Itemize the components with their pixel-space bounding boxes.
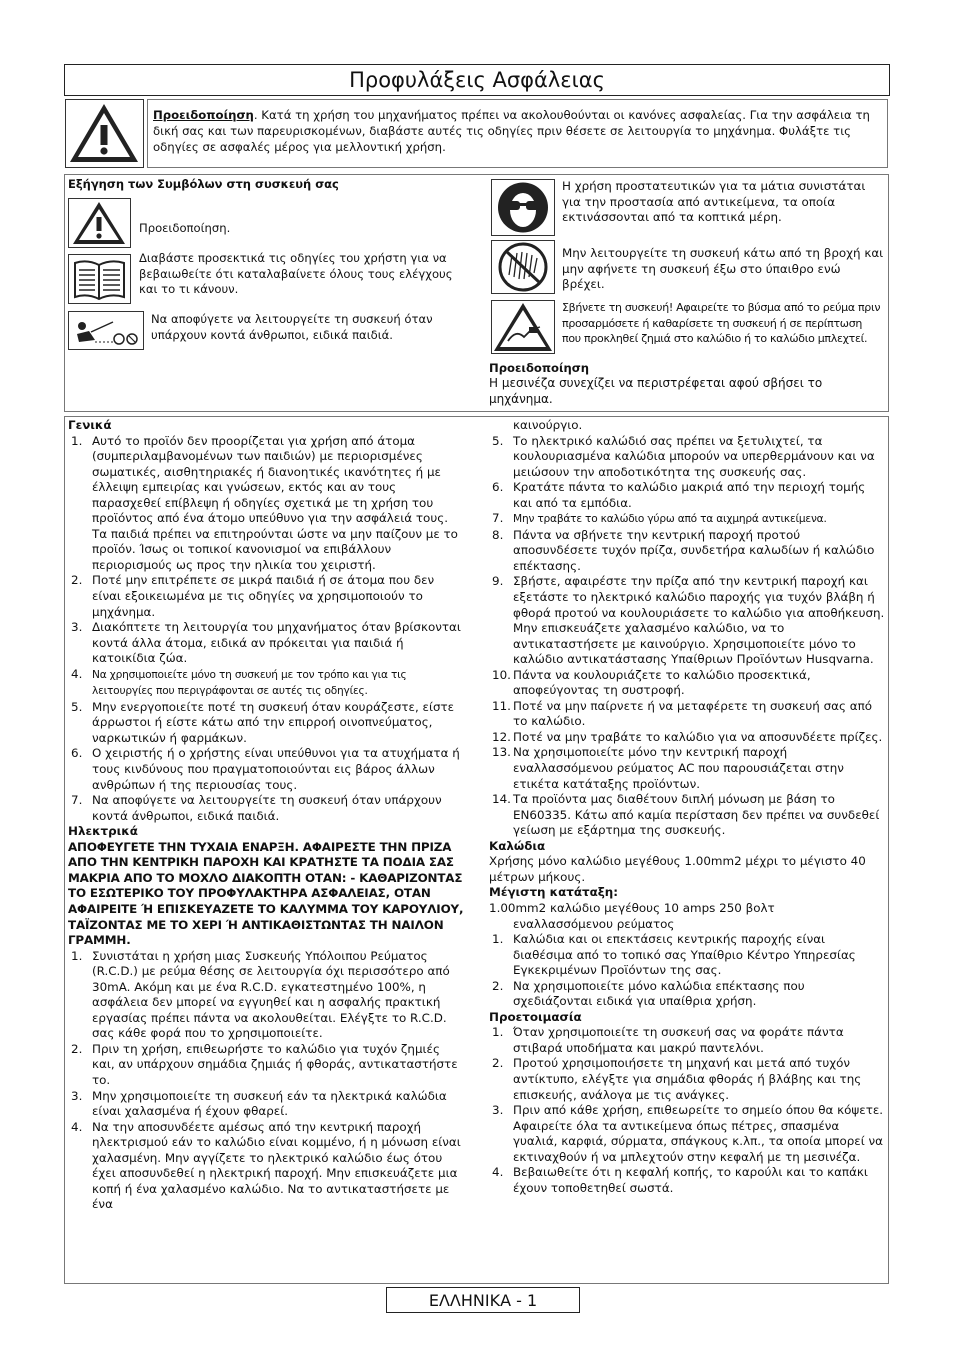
- list-item: 2. Πριν τη χρήση, επιθεωρήστε το καλώδιο για τυχόν ζημιές και, αν υπάρχουν σημάδια ζημιάς ή φθοράς, αντικαταστήστε το.: [71, 1041, 458, 1087]
- list-item: 9. Σβήστε, αφαιρέστε την πρίζα από την κεντρική παροχή και εξετάστε το ηλεκτρικό καλώδιο παροχής για τυχόν βλάβη ή φθορά προτού να κουλουριάσετε το καλώδιο για αποθήκευση. Μην επισκευάζετε χαλασμένο καλώδιο, να το αντικαταστήσετε με καινούργιο. Χρησιμοποιείτε μόνο το καλώδιο αντικατάστασης Υπαίθριων Προϊόντων Husqvarna.: [492, 574, 885, 667]
- page-title: Προφυλάξεις Ασφάλειας: [349, 68, 605, 92]
- list-item: 1. Όταν χρησιμοποιείτε τη συσκευή σας να φοράτε πάντα στιβαρά υποδήματα και μακρύ παντελόνι.: [492, 1025, 844, 1055]
- list-item: 2. Να χρησιμοποιείτε μόνο καλώδια επέκτασης που σχεδιάζονται ειδικά για υπαίθρια χρήση.: [492, 978, 805, 1009]
- list-item: 3. Διακόπτετε τη λειτουργία του μηχανήματος όταν βρίσκονται κοντά άλλα άτομα, ειδικά αν πρόκειται για παιδιά ή κατοικίδια ζώα.: [71, 620, 461, 666]
- list-item: 4. Βεβαιωθείτε ότι η κεφαλή κοπής, το καρούλι και το καπάκι έχουν τοποθετηθεί σωστά.: [492, 1165, 868, 1195]
- list-item: 1. Καλώδια και οι επεκτάσεις κεντρικής παροχής είναι διαθέσιμα από το τοπικό σας Υπαίθριο Κέντρο Υπηρεσίας Εγκεκριμένων Προϊόντων της σας.: [492, 932, 856, 978]
- symbol-bystanders-text: Να αποφύγετε να λειτουργείτε τη συσκευή όταν υπάρχουν κοντά άνθρωποι, ειδικά παιδιά.: [151, 312, 433, 342]
- list-item: 3. Μην χρησιμοποιείτε τη συσκευή εάν τα ηλεκτρικά καλώδια είναι χαλασμένα ή έχουν φθαρεί.: [71, 1088, 447, 1119]
- preparation-heading: Προετοιμασία: [489, 1009, 582, 1024]
- electrical-list-continued: [489, 418, 886, 1196]
- list-item: 6. Κρατάτε πάντα το καλώδιο μακριά από την περιοχή τομής και από τα εμπόδια.: [492, 480, 866, 510]
- list-item: 4. Να χρησιμοποιείτε μόνο τη συσκευή με τον τρόπο και για τις λειτουργίες που περιγράφονται σε αυτές τις οδηγίες.: [71, 666, 407, 698]
- list-item: 7. Μην τραβάτε το καλώδιο γύρω από τα αιχμηρά αντικείμενα.: [492, 511, 827, 526]
- list-item: 13. Να χρησιμοποιείτε μόνο την κεντρική παροχή εναλλασσόμενου ρεύματος AC που παρουσιάζεται στην ετικέτα κατάταξης προϊόντων.: [492, 745, 844, 791]
- cables-heading: Καλώδια: [489, 838, 546, 853]
- symbols-heading: Εξήγηση των Συμβόλων στη συσκευή σας: [68, 177, 339, 191]
- general-heading: Γενικά: [68, 418, 112, 432]
- page-number-label: ΕΛΛΗΝΙΚΑ - 1: [428, 1291, 538, 1310]
- list-item: 8. Πάντα να σβήνετε την κεντρική παροχή προτού αποσυνδέσετε τυχόν πρίζα, συνδετήρα καλωδίων ή καλώδιο επέκτασης.: [492, 527, 875, 573]
- warning-icon-frame: [65, 99, 144, 168]
- max-rating-heading: Μέγιστη κατάταξη:: [489, 885, 619, 900]
- list-item: 5. Μην ενεργοποιείτε ποτέ τη συσκευή όταν κουράζεστε, είστε άρρωστοι ή είστε κάτω από την επιρροή οινοπνεύματος, ναρκωτικών ή φαρμάκων.: [71, 699, 455, 745]
- list-item: 1. Αυτό το προϊόν δεν προορίζεται για χρήση από άτομα (συμπεριλαμβανομένων των παιδιών) με περιορισμένες σωματικές, αισθητηριακές ή διανοητικές ικανότητες ή με έλλειψη εμπειρίας και γνώσεων, εκτός και αν τους παρασχεθεί επίβλεψη ή οδηγίες σχετικά με τη χρήση του προϊόντος από ένα άτομο υπεύθυνο για την ασφάλειά τους. Τα παιδιά πρέπει να επιτηρούνται ώστε να μην παίζουν με το προϊόν. Ίσως οι τοπικοί κανονισμοί να επιβάλλουν περιορισμούς ως προς την ηλικία του χειριστή.: [71, 433, 458, 572]
- instructions-section: [64, 416, 889, 1284]
- warning-triangle-icon: [68, 198, 131, 248]
- unplug-damaged-cable-icon: [491, 300, 555, 354]
- list-item: 2. Προτού χρησιμοποιήσετε τη μηχανή και μετά από τυχόν αντίκτυπο, ελέγξτε για σημάδια φθοράς ή βλάβης και της επισκευής, ανάλογα με τις ανάγκες.: [492, 1056, 862, 1102]
- max-rating-line: εναλλασσόμενου ρεύματος: [513, 916, 675, 931]
- symbol-read-manual-text: Διαβάστε προσεκτικά τις οδηγίες του χρήστη για να βεβαιωθείτε ότι καταλαβαίνετε όλους τους ελέγχους και το τι κάνουν.: [139, 251, 453, 296]
- list-item: 10. Πάντα να κουλουριάζετε το καλώδιο προσεκτικά, αποφεύγοντας τη συστροφή.: [492, 667, 811, 698]
- keep-bystanders-away-icon: [68, 311, 144, 350]
- symbol-warning-text: Προειδοποίηση.: [139, 221, 231, 235]
- list-item: 4. Να την αποσυνδέετε αμέσως από την κεντρική παροχή ηλεκτρισμού εάν το καλώδιο είναι κομμένο, ή η μόνωση είναι χαλασμένη. Μην αγγίζετε το ηλεκτρικό καλώδιο έως ότου έχει αποσυνδεθεί η ηλεκτρική παροχή. Μην επισκευάζετε μια κοπή ή ένα χαλασμένο καλώδιο. Να το αντικαταστήσετε με ένα: [71, 1119, 461, 1212]
- title-bar: [64, 64, 890, 96]
- symbols-section: [64, 174, 889, 412]
- continuation-text: καινούργιο.: [513, 418, 583, 432]
- symbol-unplug-text: Σβήνετε τη συσκευή! Αφαιρείτε το βύσμα από το ρεύμα πριν προσαρμόσετε ή καθαρίσετε τη συσκευή ή σε περίπτωση που προκληθεί ζημιά στο καλώδιο ή το καλώδιο μπλεχτεί.: [562, 301, 881, 345]
- symbols-note-label: Προειδοποίηση: [489, 361, 590, 375]
- list-item: 5. Το ηλεκτρικό καλώδιό σας πρέπει να ξετυλιχτεί, τα κουλουριασμένα καλώδια μπορούν να υπερθερμάνουν και να μειώσουν την αποδοτικότητα της συσκευής σας.: [492, 433, 875, 479]
- symbols-note-text: Η μεσινέζα συνεχίζει να περιστρέφεται αφού σβήσει το μηχάνημα.: [489, 376, 823, 406]
- warning-triangle-icon: [66, 100, 142, 166]
- page-footer: [386, 1287, 580, 1313]
- list-item: 2. Ποτέ μην επιτρέπετε σε μικρά παιδιά ή σε άτομα που δεν είναι εξοικειωμένα με τις οδηγίες να χρησιμοποιούν το μηχάνημα.: [71, 573, 435, 619]
- electrical-heading: Ηλεκτρικά: [68, 824, 138, 839]
- list-item: 12. Ποτέ να μην τραβάτε το καλώδιο για να αποσυνδέετε πρίζες.: [492, 729, 883, 744]
- cables-text: Χρήσης μόνο καλώδιο μεγέθους 1.00mm2 μέχρι το μέγιστο 40 μέτρων μήκους.: [489, 854, 866, 884]
- list-item: 6. Ο χειριστής ή ο χρήστης είναι υπεύθυνοι για τα ατυχήματα ή τους κινδύνους που πραγματοποιούνται εις βάρος άλλων ανθρώπων ή της περιουσίας τους.: [71, 746, 460, 792]
- read-manual-book-icon: [68, 254, 131, 304]
- electrical-caution: ΑΠΟΦΕΥΓΕΤΕ ΤΗΝ ΤΥΧΑΙΑ ΕΝΑΡΞΗ. ΑΦΑΙΡΕΣΤΕ ΤΗΝ ΠΡΙΖΑ ΑΠΟ ΤΗΝ ΚΕΝΤΡΙΚΗ ΠΑΡΟΧΗ ΚΑΙ ΚΡΑΤΗΣΤΕ ΤΑ ΠΟΔΙΑ ΣΑΣ ΜΑΚΡΙΑ ΑΠΟ ΤΟ ΜΟΧΛΟ ΔΙΑΚΟΠΤΗ ΟΤΑΝ: - ΚΑΘΑΡΙΖΟΝΤΑΣ ΤΟ ΕΣΩΤΕΡΙΚΟ ΤΟΥ ΠΡΟΦΥΛΑΚΤΗΡΑ ΑΣΦΑΛΕΙΑΣ, ΟΤΑΝ ΑΦΑΙΡΕΙΤΕ Ή ΕΠΙΣΚΕΥΑΖΕΤΕ ΤΟ ΚΑΛΥΜΜΑ ΤΟΥ ΚΑΡΟΥΛΙΟΥ, ΤΑΪΖΟΝΤΑΣ ΜΕ ΤΟ ΧΕΡΙ Ή ΑΝΤΙΚΑΘΙΣΤΩΝΤΑΣ ΤΗ ΝΑΙΛΟΝ ΓΡΑΜΜΗ.: [68, 839, 464, 948]
- warning-label: Προειδοποίηση: [153, 108, 254, 122]
- list-item: 3. Πριν από κάθε χρήση, επιθεωρείτε το σημείο όπου θα κόψετε. Αφαιρείτε όλα τα αντικείμενα όπως πέτρες, σπασμένα γυαλιά, καρφιά, σύρματα, σπάγκους κ.λπ., τα οποία μπορεί να εκτιναχθούν ή να μπλεχτούν στην κεφαλή με τη μεσινέζα.: [492, 1103, 884, 1164]
- list-item: 7. Να αποφύγετε να λειτουργείτε τη συσκευή όταν υπάρχουν κοντά άνθρωποι, ειδικά παιδιά.: [71, 793, 442, 823]
- no-rain-icon: [491, 240, 555, 294]
- list-item: 11. Ποτέ να μην παίρνετε ή να μεταφέρετε τη συσκευή σας από το καλώδιο.: [492, 698, 873, 729]
- general-list: [68, 418, 465, 1213]
- warning-text: . Κατά τη χρήση του μηχανήματος πρέπει να ακολουθούνται οι κανόνες ασφαλείας. Για την ασφάλεια τη δική σας και των παρευρισκομένων, διαβάστε αυτές τις οδηγίες πριν θέσετε σε λειτουργία το μηχάνημα. Φυλάξτε τις οδηγίες σε ασφαλές μέρος για μελλοντική χρήση.: [153, 108, 870, 154]
- list-item: 14. Τα προϊόντα μας διαθέτουν διπλή μόνωση με βάση το EN60335. Κάτω από καμία περίσταση δεν πρέπει να συνδεθεί γείωση με εξάρτημα της συσκευής.: [492, 792, 880, 838]
- symbol-no-rain-text: Μην λειτουργείτε τη συσκευή κάτω από τη βροχή και μην αφήνετε τη συσκευή έξω στο ύπαιθρο ενώ βρέχει.: [562, 246, 884, 291]
- symbol-eye-protection-text: Η χρήση προστατευτικών για τα μάτια συνιστάται για την προστασία από αντικείμενα, τα οποία εκτινάσσονται από τα κοπτικά μέρη.: [562, 179, 866, 224]
- list-item: 1. Συνιστάται η χρήση μιας Συσκευής Υπόλοιπου Ρεύματος (R.C.D.) με ρεύμα θέσης σε λειτουργία όχι περισσότερο από 30mA. Ακόμη και με ένα R.C.D. εγκατεστημένο 100%, η ασφάλεια δεν μπορεί να εγγυηθεί και η ασφαλής πρακτική εργασίας πρέπει πάντα να ακολουθείται. Ελέγξτε το R.C.D. σας κάθε φορά που το χρησιμοποιείτε.: [71, 948, 450, 1041]
- eye-protection-icon: [491, 179, 555, 236]
- intro-warning: [147, 99, 888, 168]
- max-rating-line: 1.00mm2 καλώδιο μεγέθους 10 amps 250 βολτ: [489, 900, 775, 915]
